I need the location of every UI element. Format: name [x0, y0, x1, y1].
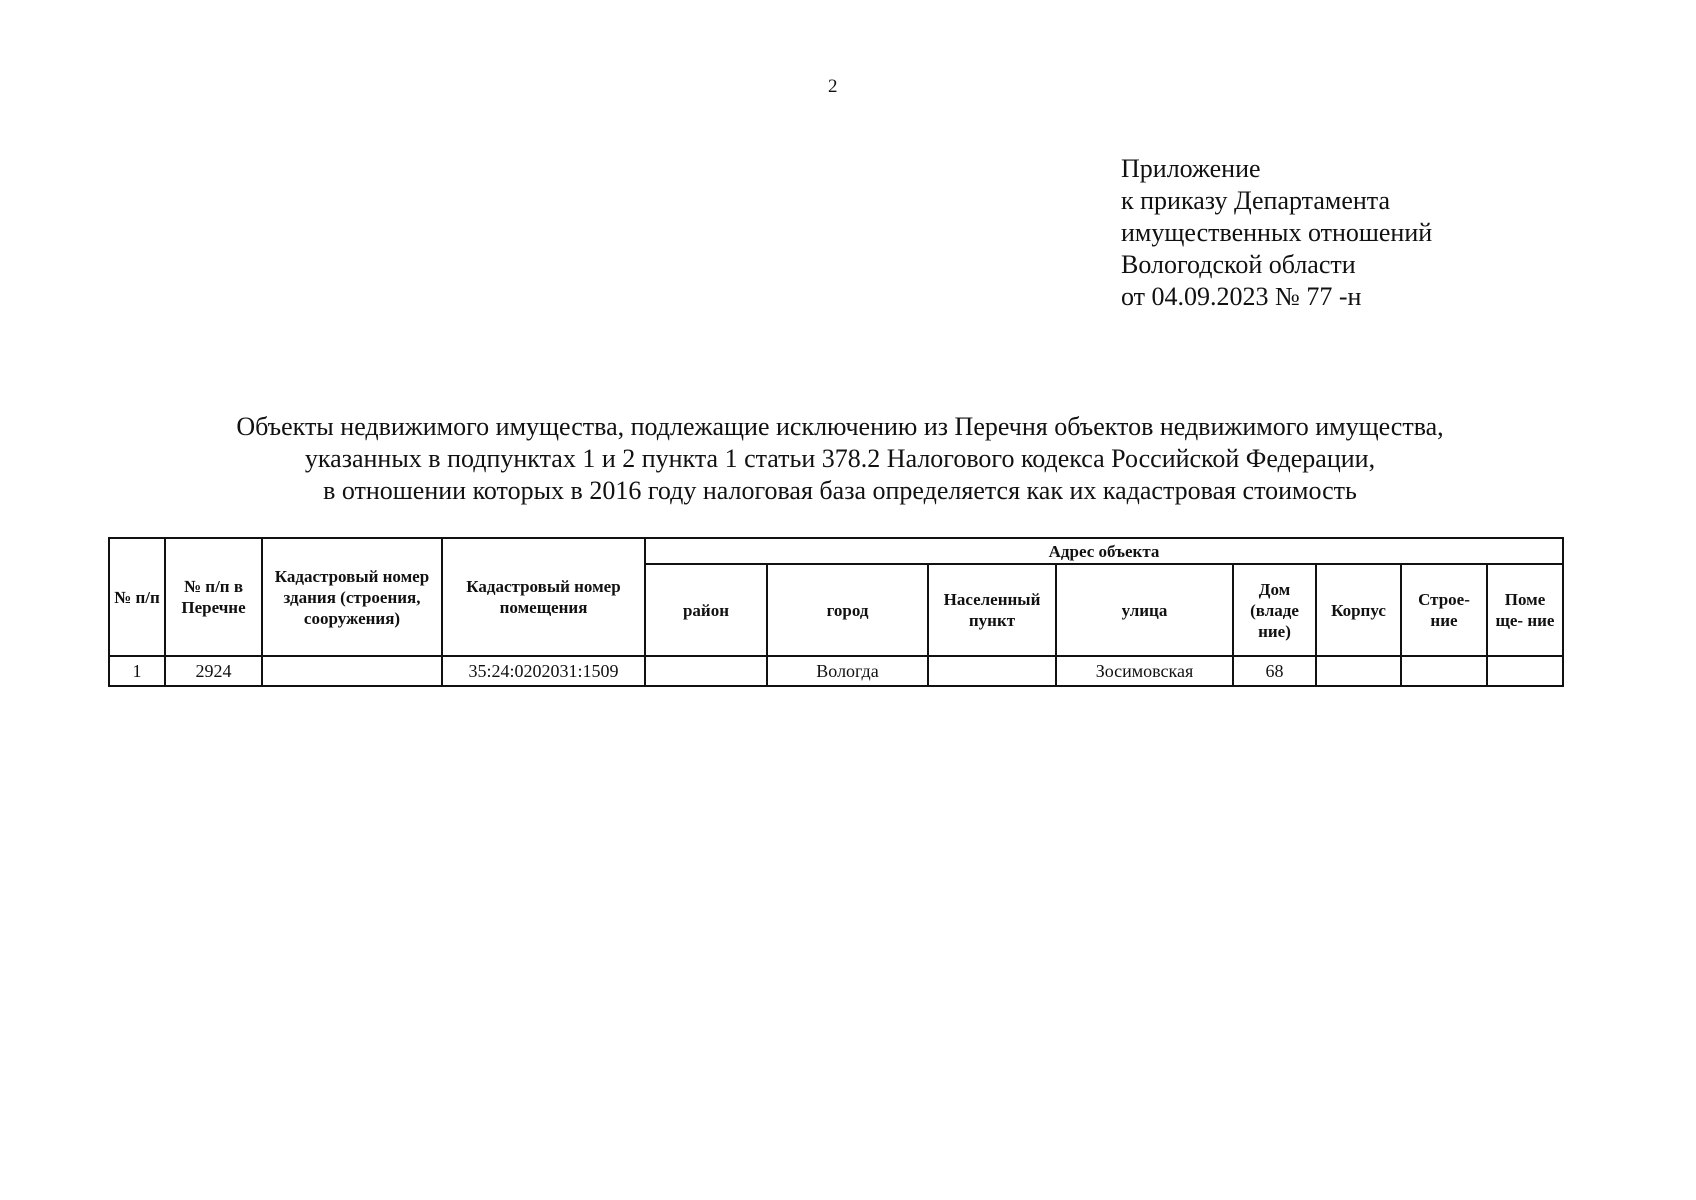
header-building: Строе- ние	[1401, 564, 1487, 656]
cell-room-cadastral: 35:24:0202031:1509	[442, 656, 645, 686]
cell-street: Зосимовская	[1056, 656, 1233, 686]
objects-table	[108, 537, 1564, 687]
header-street: улица	[1056, 564, 1233, 656]
cell-room	[1487, 656, 1563, 686]
appendix-line: Приложение	[1121, 154, 1261, 183]
header-house: Дом (владе ние)	[1233, 564, 1316, 656]
appendix-line: Вологодской области	[1121, 250, 1356, 279]
title-line: Объекты недвижимого имущества, подлежащие исключению из Перечня объектов недвижимого имущества,	[236, 412, 1444, 441]
table-row	[109, 656, 1563, 686]
page-number: 2	[828, 76, 838, 97]
header-room-cadastral: Кадастровый номер помещения	[442, 538, 645, 656]
cell-korpus	[1316, 656, 1401, 686]
cell-building	[1401, 656, 1487, 686]
cell-list-num: 2924	[165, 656, 262, 686]
appendix-line: к приказу Департамента	[1121, 186, 1391, 215]
header-district: район	[645, 564, 767, 656]
header-settlement: Населенный пункт	[928, 564, 1056, 656]
appendix-line: имущественных отношений	[1121, 218, 1433, 247]
cell-num: 1	[109, 656, 165, 686]
cell-district	[645, 656, 767, 686]
cell-house: 68	[1233, 656, 1316, 686]
header-building-cadastral: Кадастровый номер здания (строения, сооружения)	[262, 538, 442, 656]
header-list-num: № п/п в Перечне	[165, 538, 262, 656]
header-room: Поме ще- ние	[1487, 564, 1563, 656]
title-line: указанных в подпунктах 1 и 2 пункта 1 статьи 378.2 Налогового кодекса Российской Федерации,	[304, 444, 1376, 473]
cell-settlement	[928, 656, 1056, 686]
header-korpus: Корпус	[1316, 564, 1401, 656]
appendix-line: от 04.09.2023 № 77 -н	[1121, 282, 1362, 311]
document-title	[100, 411, 1580, 507]
appendix-header	[1121, 153, 1432, 313]
header-city: город	[767, 564, 928, 656]
title-line: в отношении которых в 2016 году налоговая база определяется как их кадастровая стоимость	[323, 476, 1357, 505]
cell-city: Вологда	[767, 656, 928, 686]
header-num: № п/п	[109, 538, 165, 656]
cell-building-cadastral	[262, 656, 442, 686]
header-address-group: Адрес объекта	[645, 538, 1563, 564]
